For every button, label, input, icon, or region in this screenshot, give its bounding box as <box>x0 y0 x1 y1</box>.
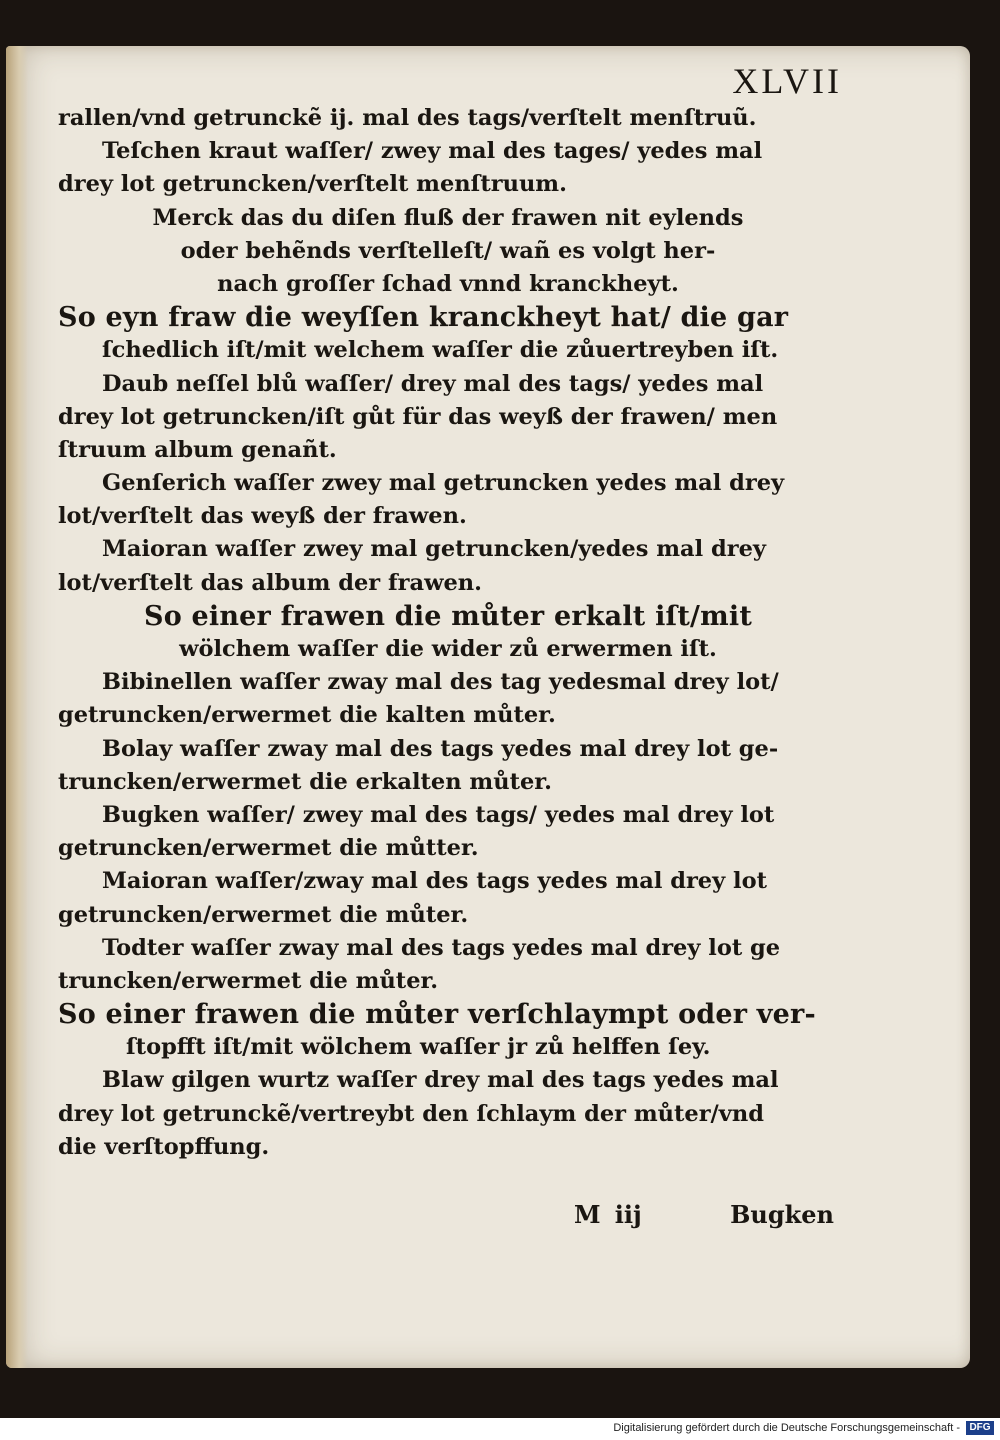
text-line: Todter waſſer zway mal des tags yedes mal drey lot ge <box>102 934 781 961</box>
binding-edge <box>6 46 28 1368</box>
text-line: getruncken/erwermet die kalten můter. <box>58 702 556 729</box>
spacer <box>656 1200 716 1229</box>
text-line: Merck das du diſen fluß der frawen nit eylends <box>152 204 744 231</box>
text-line: Bugken waſſer/ zwey mal des tags/ yedes mal drey lot <box>102 801 775 828</box>
text-line: drey lot getruncken/verſtelt menſtruum. <box>58 171 567 198</box>
dfg-logo: DFG <box>966 1421 994 1435</box>
text-line: So einer frawen die můter erkalt iſt/mit <box>144 600 752 632</box>
text-line: drey lot getrunckẽ/vertreybt den ſchlaym der můter/vnd <box>58 1100 764 1127</box>
text-line: lot/verſtelt das album der frawen. <box>58 569 482 596</box>
signature-line <box>574 1200 834 1229</box>
catchword: Bugken <box>730 1200 834 1229</box>
text-line: ſtruum album genañt. <box>58 436 337 463</box>
text-line: getruncken/erwermet die můtter. <box>58 835 479 862</box>
text-line: getruncken/erwermet die můter. <box>58 901 469 928</box>
text-line: truncken/erwermet die erkalten můter. <box>58 768 552 795</box>
text-line: ſchedlich iſt/mit welchem waſſer die zůuertreyben iſt. <box>102 337 779 364</box>
text-line: wölchem waſſer die wider zů erwermen iſt. <box>179 636 717 662</box>
text-line: ſtopfft iſt/mit wölchem waſſer jr zů helffen ſey. <box>126 1034 711 1061</box>
signature-mark: M <box>574 1200 601 1229</box>
text-line: die verſtopffung. <box>58 1133 270 1160</box>
text-line: Bibinellen waſſer zway mal des tag yedesmal drey lot/ <box>102 669 779 696</box>
text-line: drey lot getruncken/iſt gůt für das weyß der frawen/ men <box>58 403 778 430</box>
text-line: Genſerich waſſer zwey mal getruncken yedes mal drey <box>102 470 785 497</box>
text-line: Bolay waſſer zway mal des tags yedes mal drey lot ge- <box>102 735 779 762</box>
footer-bar <box>0 1418 1000 1440</box>
body-text <box>58 102 838 1164</box>
text-line: lot/verſtelt das weyß der frawen. <box>58 503 467 530</box>
text-line: Maioran waſſer/zway mal des tags yedes mal drey lot <box>102 868 767 895</box>
text-line: rallen/vnd getrunckẽ ij. mal des tags/verſtelt menſtruũ. <box>58 105 757 131</box>
text-line: So einer frawen die můter verſchlaympt oder ver- <box>58 999 816 1031</box>
text-line: So eyn fraw die weyſſen kranckheyt hat/ die gar <box>58 302 789 334</box>
book-page <box>6 46 970 1368</box>
text-line: Teſchen kraut waſſer/ zwey mal des tages/ yedes mal <box>102 138 763 165</box>
text-line: Blaw gilgen wurtz waſſer drey mal des tags yedes mal <box>102 1067 779 1094</box>
signature-number: iij <box>614 1200 642 1229</box>
text-line: truncken/erwermet die můter. <box>58 967 439 994</box>
folio-number: XLVII <box>732 61 842 101</box>
text-line: Daub neſſel blů waſſer/ drey mal des tags/ yedes mal <box>102 370 764 397</box>
text-line: oder behẽnds verſtelleſt/ wañ es volgt her- <box>180 237 716 264</box>
footer-credit: Digitalisierung gefördert durch die Deutsche Forschungsgemeinschaft - <box>613 1422 960 1434</box>
text-line: nach groſſer ſchad vnnd kranckheyt. <box>217 270 679 297</box>
text-line: Maioran waſſer zwey mal getruncken/yedes mal drey <box>102 536 766 563</box>
